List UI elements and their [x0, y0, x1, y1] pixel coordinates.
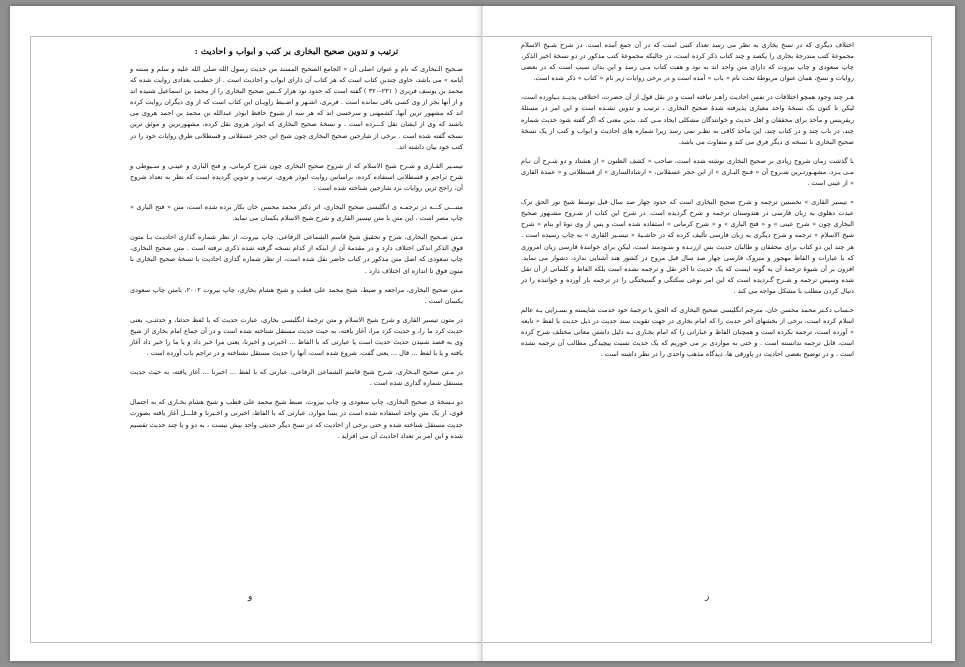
- right-page-text: [521, 40, 854, 368]
- paragraph: با گذشت زمان شروح زيادی بر صحيح البخاری نوشته شده است. صاحب « کشف الظنون » از هشتاد و دو شـرح آن نـام مـی بـرد. مشهـورتـرين شـروح آن « فـتح البـاری » از ابن حجر عسقلانی، « ارشادالساری » از قسطلانی و « عمدة القاری » از عينی است .: [521, 156, 854, 188]
- paragraph: متنـــی کـــه در ترجمـه ی انگليسی صحيح البخاری، اثر دکتر محمد محسن خان بکار برده شده است، متن « فتح الباری » چاپ مصر است . اين متن با متن تيسير القاری و شرح شيخ الاسلام يکسان می نمايد.: [130, 203, 463, 223]
- left-page-crease: [475, 6, 481, 661]
- page-number: و: [248, 592, 253, 602]
- page-number: ز: [705, 592, 710, 602]
- left-page-text: [130, 40, 463, 450]
- section-heading: ترتیب و تدوین صحیح البخاری بر کتب و ابواب و احادیث :: [194, 47, 399, 57]
- paragraph: در مـتن صحيح البـخاری، شـرح شيخ قاسم الشماعی الرفاعی، عبارتی که با لفظ ... اخبرنا ... آغاز يافته، به حيث حديث مستقل شماره گذاری شده است .: [130, 368, 463, 388]
- paragraph: « تيسير القاری » نخستين ترجمه و شرح صحيح البخاری است که حدود چهار صد سال قبل توسط شيخ نور الحق ترک عبدت دهلوی به زبان فارسی در هندوستان ترجمه و شرح گرديده است. در شرح اين کتاب از شـروح مشـهور صحيح البخاری چون « شرح عينی » و « فتح الباری » و « شرح کرمانی » استفاده شده است و پس از وی نوهٔ او بنام « شرح شيخ الاسلام » ترجمه و شرح ديگری به زبان فارسی تأليف کرده که در حاشـيهٔ « تيسـير القاری » به چاپ رسيده است . هر چند اين دو کتاب برای محققان و طالبان حديث بس ارزنـده و سـودمند است، ليکن برای خوانندهٔ فارسی زبان امروزی که با عبارات و الفاظ مهجور و متروک فارسی چهار صد سال قبل مروج در کشور هند آشنايی ندارد، دشوار می نمايد. افزون بر آن شيوهٔ ترجمهٔ آن به گونه ايست که يک حديث تا آخر نقل و ترجمه نشده است بلکه الفاظ و کلماتی از آن نقل شده وسپس ترجمه و شـرح گـرديده است که اين امر نوعی سکتگی و گسيختگی را در ترجمه بار آورده و خواننده را در دنبال کردن مطلب با مشکل مواجه می کند .: [521, 198, 854, 295]
- paragraph: اختلاف ديگری که در نسخ بخاری به نظر می رسد تعداد کتبی است که در آن جمع آمده است. در شرح شـيخ الاسلام مجموعهٔ کتب مندرجهٔ بخاری را يکصد و چند کتاب ذکر کرده است، در حاليکه مجموعهٔ کتب مذکور در دو نسخهٔ اخير الذکر، چاپ سعودی و چاپ بيروت که دارای متن واحد اند به نود و هفت کتاب مـی رسد و اين بدان سبب است که در بعضی روايات و نسخ، همان عنوان مربوطهٔ تحت نام « باب » آمده است و در برخی روايات زير نام « کتاب » ذکر شده است.: [521, 41, 854, 83]
- paragraph: در متون تيسير القاری و شرح شيخ الاسلام و متن ترجمهٔ انگليسی بخاری، عبارت حديث که با لفظ حدثنا، و حدثنـی، يعنی حديث کرد ما را، و حديث کرد مرا، آغاز يافته، به حيث حديث مستقل شناخته شده است و در آن جماع امام بخاری از شيخ وی به قصد شنيدن حديث حديث است يا عبارتی که با الفاظ ... اخبرنی و اخبرنا، يعنی مرا خبر داد و يا ما را خبر داد آغاز يافته و يا با لفظ ... قال ... يعنی گفت، شروع شده است، آنها را حديث مستقل نشناخته و در تراجم باب آورده است .: [130, 315, 463, 358]
- paragraph: حـساب دکـتر محمد محسن خان، مترجم انگليسی صحيح البخاری که الحق با ترجمهٔ خود خدمت شايسته و بسـزايی بـه عالم اسلام کرده است، برخی از بخشهای آخر حديث را که امام بخاری در جهت تقويت سند حديث در ذيل حديث با لفظ « تابعه » آورده است، ترجمه نکرده است و همچنان الفاظ و عباراتی را که امام بخـاری بـه دليل داشتن معانی مختلف شرح کرده است، قابل ترجمه ندانسته است . و حتی به مواردی بر می خوريم که يک حديث نسبت پيچيدگی مطالب آن ترجمه نشده است . و در توضيح بعضی احاديث در پاورقی ها، ديدگاه مذهب واحدی را در نظر داشته است .: [521, 305, 854, 359]
- paragraph: صـحيح الـبخاری که نام و عنوان اصلی آن « الجامع الصحيح المسند من حديث رسول الله صلى الله عليه و سلم و سننه و أيامه » می باشد، حاوی چندين کتاب است که هر کتاب آن دارای ابواب و احاديث است . از خطيـب بغدادی روايت شده که محمد بن يوسف فربری ( ۲۳۱-۳۲۰ ) گفته است که حدود نود هزار کــس صحيح البخاری را از محمد بن اسماعيل شنيده اند و از آنها بجز از وی کسی باقی نمانده است . فربری، اشـهر و اضـبط راويـان اين کتاب است که از وی ديگران روايت کرده اند که مشهور ترين آنها، کشمهنی و سرخسی اند که هر سه از شيوخ حافظ ابوذر عبدالله بن محمد بن احمد هروی می باشند که وی از ايشان نقل کـــرده است . و نسخهٔ صحيح البخاری که ابوذر هروی نقل کرده، مشهورترين و موثق ترين نسخه گفته شده است . برخی از شارحين صحيح البخاری چون شيخ ابن حجر عسقلانی و قسطلانی طرق روايات خود را در کتب خود بيان داشته اند.: [130, 65, 463, 151]
- left-page: [10, 6, 482, 661]
- paragraph: مـتن صحيح البخاری، مراجعه و ضبط، شيخ محمد علی قطب و شيخ هشام بخاری، چاپ بيروت ۲۰۰۲، بامتن چاپ سعودی يکسان است .: [130, 285, 463, 305]
- right-page: [482, 6, 954, 661]
- paragraph: دو نـسخهٔ ی صحيح البخاری، چاپ سعودی و، چاپ بيروت، ضبط شيخ محمد علی قطب و شيخ هشام بخـاری که به احتمال قوی، از يک متن واحد استفاده شده است در بسا موارد، عبارتی که با الفاظ، اخبرنی و اخـبرنا و قلـــل آغاز يافته بصورت حديث مستقل شناخته شده و حتی برخی از احاديث که در نسخ ديگر حديثی واحد بيش نيست ، به دو و يا چند حديث تقسيم شده و اين امر بر تعداد احاديث آن می افزايد .: [130, 398, 463, 440]
- paragraph: مـتن صـحيح البخاری، شرح و تحقيق شيخ قاسم الشماعی الرفاعی، چاپ بيروت، از نظر شماره گذاری احاديـث بـا متون فوق الذکر اندکی اختلاف دارد و در مقدمهٔ آن از اينکه از کدام نسخه گرفته شده ذکری نرفته است . متن صحيح البخاری، چاپ سعودی که اصل متن مذکور در کتاب حاضر نقل شده است، از نظر شماره گذاری احاديث با نسخهٔ صحيح البخاری با متون فوق تا اندازه ای اختلاف دارد .: [130, 233, 463, 275]
- book-spread: [10, 6, 955, 661]
- paragraph: تيسـير القـاری و شـرح شيخ الاسلام که از شروح صحيح البخاری چون شرح کرمانی، و فتح الباری و عينـی و سـيوطی و شرح تراجم و قسطلانی استفاده کرده، براساس روايت ابوذر هروی، ترتيب و تدوين گرديده است که نظر به تعداد شروح آن، راجح ترين روايات نزد شارحين شناخته شده است .: [130, 161, 463, 192]
- paragraph: هـر چند وجود همچو اختلافات در نفس احاديث راهـز نيافته است و در نقل قول از آن حضرت، اختلافی پديــد نـياورده است، ليکن تا کنون يک نسخهٔ واحد معياری پذيرفته شدهٔ صحيح البخاری ، ترتيب و تدوين نشـده است و اين امر در مسئلهٔ ريفرينس و مآخذ برای محققان و اهل حديث و خوانندگان مشکلی ايجاد مـی کند. بدين معنی که اگر گفته شود حديث شماره چند، در باب چند و در کتاب چند، اين مآخذ کافی به نظـر نمی رسد زيرا شماره های احاديث و ابواب و کتب از يک نسخهٔ صحيح البخاری تا نسخه ی ديگر فرق می کند و متفاوت می باشد.: [521, 93, 854, 146]
